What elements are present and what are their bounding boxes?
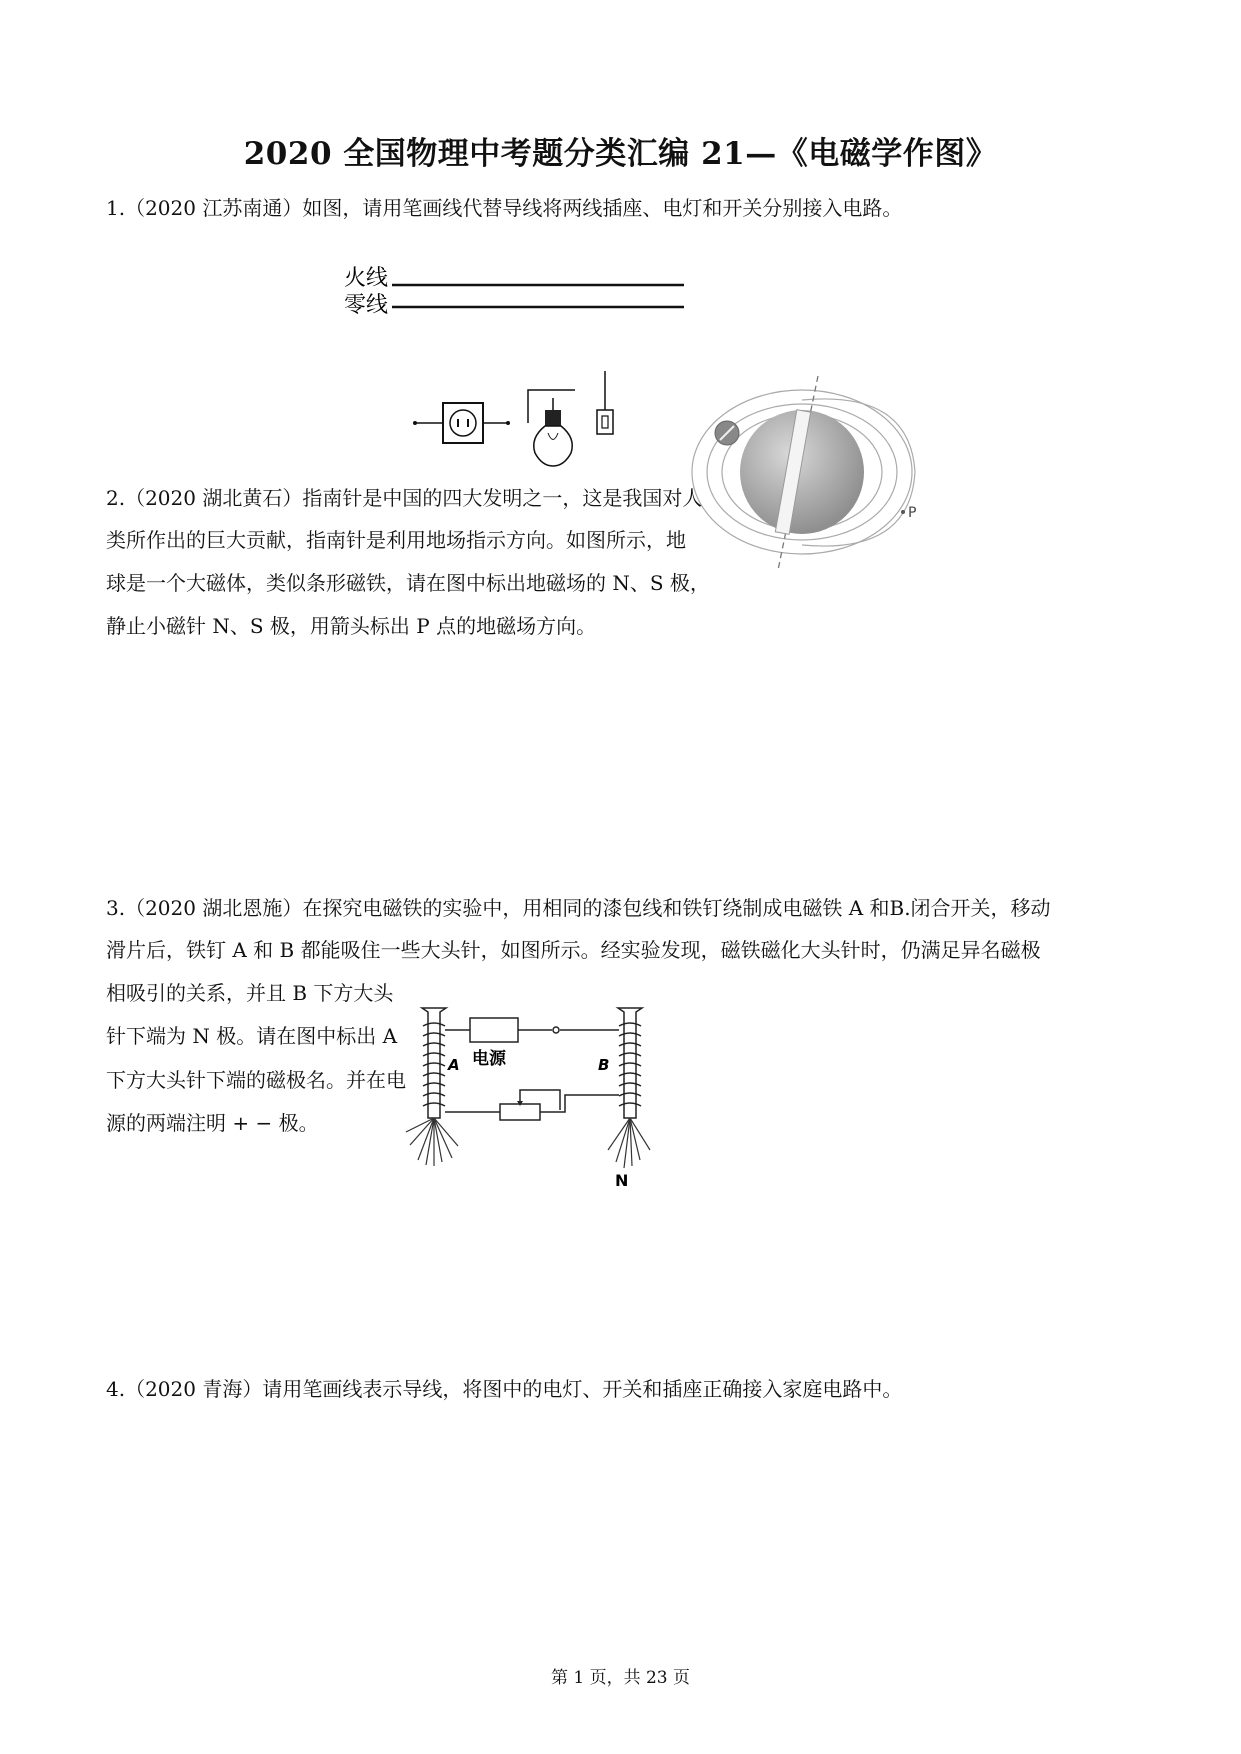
nail-b — [608, 1008, 650, 1168]
nail-a — [406, 1008, 458, 1166]
question-2-line-2: 类所作出的巨大贡献，指南针是利用地场指示方向。如图所示，地 — [106, 528, 686, 552]
question-2-line-1: 2.（2020 湖北黄石）指南针是中国的四大发明之一，这是我国对人 — [106, 486, 703, 510]
question-2-line-3: 球是一个大磁体，类似条形磁铁，请在图中标出地磁场的 N、S 极， — [106, 571, 710, 595]
point-p — [901, 510, 905, 514]
socket-icon — [413, 403, 510, 443]
switch-icon — [553, 1027, 559, 1033]
question-2-line-4: 静止小磁针 N、S 极，用箭头标出 P 点的地磁场方向。 — [106, 614, 597, 638]
rheostat — [500, 1104, 540, 1120]
live-wire-label: 火线 — [344, 266, 389, 291]
page-footer: 第 1 页，共 23 页 — [550, 1668, 691, 1688]
page-title: 2020 全国物理中考题分类汇编 21—《电磁学作图》 — [243, 136, 998, 172]
q3-electromagnet-figure — [400, 1000, 670, 1195]
label-b: B — [598, 1056, 610, 1074]
power-label: 电源 — [472, 1049, 506, 1069]
point-p-label: P — [908, 505, 917, 521]
q1-components — [405, 368, 625, 473]
pins-a — [406, 1118, 458, 1166]
question-3-line-4: 针下端为 N 极。请在图中标出 A — [106, 1024, 398, 1048]
switch-icon — [597, 371, 613, 434]
question-3-line-2: 滑片后，铁钉 A 和 B 都能吸住一些大头针，如图所示。经实验发现，磁铁磁化大头针时，仍满足异名磁极 — [106, 938, 1041, 962]
question-3-line-3: 相吸引的关系，并且 B 下方大头 — [106, 981, 394, 1005]
question-3-line-1: 3.（2020 湖北恩施）在探究电磁铁的实验中，用相同的漆包线和铁钉绕制成电磁铁 A 和B.闭合开关，移动 — [106, 896, 1051, 920]
q2-earth-figure — [690, 370, 940, 575]
neutral-wire-label: 零线 — [344, 293, 389, 318]
question-1-text: 1.（2020 江苏南通）如图，请用笔画线代替导线将两线插座、电灯和开关分别接入电路。 — [106, 196, 903, 220]
question-3-line-5: 下方大头针下端的磁极名。并在电 — [106, 1068, 406, 1092]
label-a: A — [448, 1056, 460, 1074]
question-3-line-6: 源的两端注明 + − 极。 — [106, 1111, 319, 1135]
question-4-text: 4.（2020 青海）请用笔画线表示导线，将图中的电灯、开关和插座正确接入家庭电路中。 — [106, 1377, 903, 1401]
pins-b — [608, 1118, 650, 1168]
bulb-icon — [528, 390, 575, 466]
power-source — [470, 1018, 518, 1042]
label-n: N — [615, 1171, 629, 1190]
